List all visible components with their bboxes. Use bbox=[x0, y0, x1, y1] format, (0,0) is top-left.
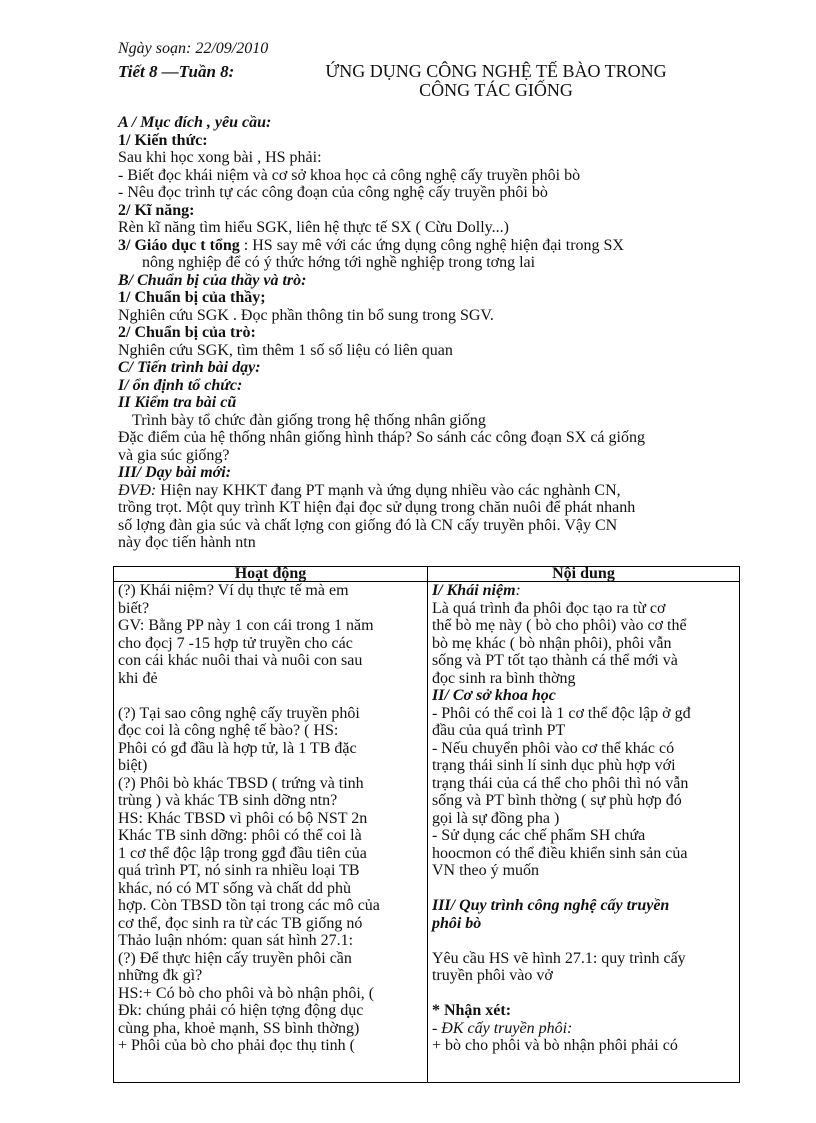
activity-line: (?) Khái niệm? Ví dụ thực tế mà em bbox=[118, 582, 349, 599]
process-lines bbox=[432, 950, 735, 985]
title-line-1: ỨNG DỤNG CÔNG NGHỆ TẾ BÀO TRONG bbox=[325, 61, 667, 81]
activity-line: đọc coi là công nghệ tế bào? ( HS: bbox=[118, 722, 339, 739]
education-heading: 3/ Giáo dục t tổng bbox=[118, 236, 240, 254]
activity-line: Khác TB sinh dỡng: phôi có thể coi là bbox=[118, 827, 362, 844]
concept-line: Là quá trình đa phôi đọc tạo ra từ cơ bbox=[431, 599, 666, 617]
activity-line bbox=[118, 687, 423, 705]
section-a-heading: A / Mục đích , yêu cầu: bbox=[118, 114, 272, 131]
spacer bbox=[432, 880, 735, 898]
activity-line: (?) Phôi bò khác TBSD ( trứng và tinh bbox=[118, 774, 364, 792]
organize-heading: I/ ổn định tổ chức: bbox=[118, 376, 243, 394]
activity-line: HS: Khác TBSD vì phôi có bộ NST 2n bbox=[118, 809, 368, 827]
basis-line: đầu của quá trình PT bbox=[431, 722, 566, 739]
lesson-body bbox=[118, 114, 768, 552]
basis-line: gọi là sự đồng pha ) bbox=[431, 809, 560, 827]
review-question-cont: và gia súc giống? bbox=[118, 446, 230, 464]
education-line bbox=[118, 237, 768, 255]
basis-lines bbox=[432, 705, 735, 880]
activity-line: Thảo luận nhóm: quan sát hình 27.1: bbox=[118, 932, 354, 949]
section-b-heading: B/ Chuẩn bị của thầy và trò: bbox=[118, 271, 307, 289]
remarks-condition: - ĐK cấy truyền phôi: bbox=[431, 1019, 573, 1037]
new-lesson-heading: III/ Dạy bài mới: bbox=[118, 464, 232, 481]
student-prep-text: Nghiên cứu SGK, tìm thêm 1 số số liệu có liên quan bbox=[118, 341, 453, 359]
activity-lines bbox=[118, 582, 423, 1055]
basis-line: trạng thái của cá thể cho phôi thì nó vẫn bbox=[431, 774, 689, 792]
review-question: Trình bày tổ chức đàn giống trong hệ thống nhân giống bbox=[132, 411, 486, 429]
skills-heading: 2/ Kĩ năng: bbox=[118, 201, 195, 219]
basis-heading: II/ Cơ sở khoa học bbox=[431, 687, 556, 704]
process-heading-1: III/ Quy trình công nghệ cấy truyền bbox=[431, 897, 670, 914]
section-c-heading: C/ Tiến trình bài dạy: bbox=[118, 359, 261, 376]
concept-lines bbox=[432, 600, 735, 688]
activity-cell bbox=[114, 582, 428, 1083]
activity-line: HS:+ Có bò cho phôi và bò nhận phôi, ( bbox=[118, 984, 375, 1002]
activity-line: Đk: chúng phải có hiện tợng động dục bbox=[118, 1002, 364, 1019]
basis-line: - Phôi có thể coi là 1 cơ thể độc lập ở gđ bbox=[431, 704, 691, 722]
knowledge-heading: 1/ Kiến thức: bbox=[118, 131, 208, 149]
lesson-table bbox=[113, 566, 740, 1083]
activity-line: (?) Để thực hiện cấy truyền phôi cần bbox=[118, 949, 352, 967]
title-line-2: CÔNG TÁC GIỐNG bbox=[419, 80, 573, 100]
basis-line: - Sử dụng các chế phẩm SH chứa bbox=[431, 827, 646, 844]
lesson-number: Tiết 8 —Tuần 8: bbox=[118, 62, 235, 81]
process-heading-2: phôi bò bbox=[431, 914, 482, 932]
teacher-prep-text: Nghiên cứu SGK . Đọc phần thông tin bổ sung trong SGV. bbox=[118, 306, 494, 324]
activity-line: quá trình PT, nó sinh ra nhiều loại TB bbox=[118, 862, 360, 879]
activity-line: biết? bbox=[118, 599, 150, 617]
skills-text: Rèn kĩ năng tìm hiểu SGK, liên hệ thực tế SX ( Cừu Dolly...) bbox=[118, 219, 509, 236]
content-cell bbox=[427, 582, 739, 1083]
activity-column-header: Hoạt động bbox=[114, 567, 428, 582]
intro-line: số lợng đàn gia súc và chất lợng con giống đó là CN cấy truyền phôi. Vậy CN bbox=[118, 516, 618, 534]
activity-line: biệt) bbox=[118, 757, 148, 774]
concept-line: sống và PT tốt tạo thành cá thể mới và bbox=[431, 652, 678, 669]
knowledge-item: - Nêu đọc trình tự các công đoạn của công nghệ cấy truyền phôi bò bbox=[118, 184, 548, 201]
spacer bbox=[432, 932, 735, 950]
student-prep-heading: 2/ Chuẩn bị của trò: bbox=[118, 324, 256, 341]
intro-line bbox=[118, 482, 768, 500]
date-line: Ngày soạn: 22/09/2010 bbox=[118, 40, 269, 57]
concept-line: thể bò mẹ này ( bò cho phôi) vào cơ thể bbox=[431, 617, 687, 634]
teacher-prep-heading: 1/ Chuẩn bị của thầy; bbox=[118, 289, 266, 306]
activity-line: khác, nó có MT sống và chất dd phù bbox=[118, 879, 351, 897]
intro-label: ĐVĐ: bbox=[118, 481, 157, 499]
remarks-heading: * Nhận xét: bbox=[431, 1002, 512, 1019]
table-row bbox=[114, 582, 740, 1083]
review-heading: II Kiểm tra bài cũ bbox=[118, 394, 237, 411]
remarks-text: + bò cho phôi và bò nhận phôi phải có bbox=[431, 1037, 678, 1054]
knowledge-intro: Sau khi học xong bài , HS phải: bbox=[118, 149, 322, 166]
activity-line: trùng ) và khác TB sinh dỡng ntn? bbox=[118, 792, 338, 809]
content-column-header: Nội dung bbox=[427, 567, 739, 582]
activity-line: Phôi có gđ đầu là hợp tử, là 1 TB đặc bbox=[118, 739, 357, 757]
activity-line: 1 cơ thể độc lập trong ggđ đầu tiên của bbox=[118, 844, 367, 862]
concept-heading-text: I/ Khái niệm bbox=[431, 582, 516, 599]
activity-line: GV: Bằng PP này 1 con cái trong 1 năm bbox=[118, 617, 374, 634]
basis-line: sống và PT bình thờng ( sự phù hợp đó bbox=[431, 792, 682, 809]
basis-line: hoocmon có thể điều khiển sinh sản của bbox=[431, 844, 688, 862]
education-text: : HS say mê với các ứng dụng công nghệ hiện đại trong SX bbox=[239, 236, 624, 254]
activity-line: (?) Tại sao công nghệ cấy truyền phôi bbox=[118, 704, 360, 722]
intro-line: trồng trọt. Một quy trình KT hiện đại đọc sử dụng trong chăn nuôi để phát nhanh bbox=[118, 499, 636, 516]
activity-line: khi đẻ bbox=[118, 669, 158, 687]
education-text-2: nông nghiệp để có ý thức hớng tới nghề nghiệp trong tơng lai bbox=[142, 254, 536, 271]
basis-line: VN theo ý muốn bbox=[431, 862, 540, 879]
activity-line: hợp. Còn TBSD tồn tại trong các mô của bbox=[118, 897, 380, 914]
activity-line: con cái khác nuôi thai và nuôi con sau bbox=[118, 652, 363, 669]
intro-line: này đọc tiến hành ntn bbox=[118, 534, 256, 551]
review-question: Đặc điểm của hệ thống nhân giống hình tháp? So sánh các công đoạn SX cá giống bbox=[118, 429, 645, 446]
spacer bbox=[432, 985, 735, 1003]
concept-line: đọc sinh ra bình thờng bbox=[431, 669, 576, 687]
activity-line: cùng pha, khoẻ mạnh, SS bình thờng) bbox=[118, 1019, 360, 1037]
concept-line: bò mẹ khác ( bò nhận phôi), phôi vẫn bbox=[431, 634, 672, 652]
activity-line: cơ thể, đọc sinh ra từ các TB giống nó bbox=[118, 914, 363, 932]
concept-heading bbox=[432, 582, 735, 600]
activity-line: + Phôi của bò cho phải đọc thụ tinh ( bbox=[118, 1037, 355, 1054]
basis-line: trạng thái sinh lí sinh dục phù hợp với bbox=[431, 757, 676, 774]
process-line: truyền phôi vào vở bbox=[431, 967, 553, 984]
concept-heading-colon: : bbox=[515, 582, 521, 599]
activity-line: cho đọcj 7 -15 hợp tử truyền cho các bbox=[118, 634, 353, 652]
basis-line: - Nếu chuyển phôi vào cơ thể khác có bbox=[431, 739, 675, 757]
knowledge-item: - Biết đọc khái niệm và cơ sở khoa học cả công nghệ cấy truyền phôi bò bbox=[118, 166, 581, 184]
process-line: Yêu cầu HS vẽ hình 27.1: quy trình cấy bbox=[431, 949, 686, 967]
activity-line: những đk gì? bbox=[118, 967, 203, 984]
intro-text: Hiện nay KHKT đang PT mạnh và ứng dụng nhiều vào các nghành CN, bbox=[156, 481, 621, 499]
page-title bbox=[296, 62, 696, 100]
table-header-row bbox=[114, 567, 740, 582]
